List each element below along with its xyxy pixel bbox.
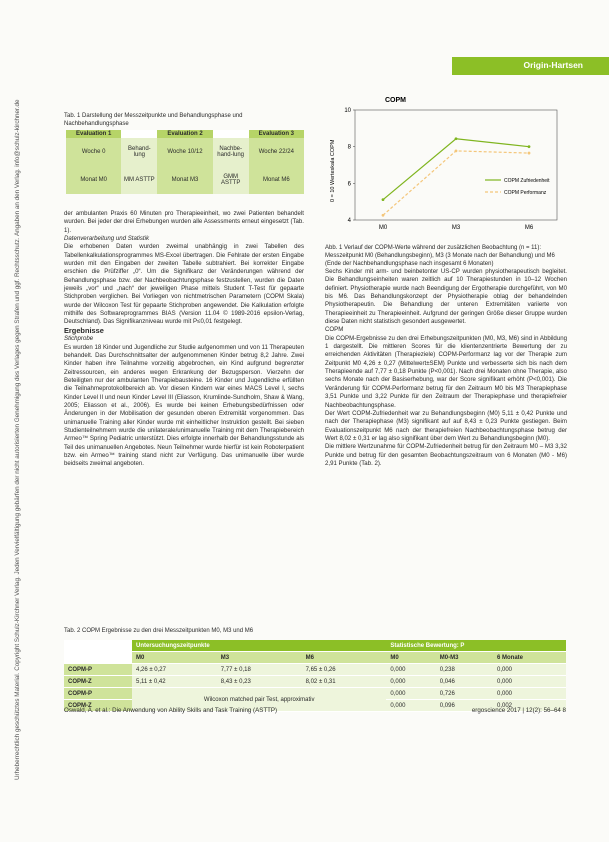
data-point [455, 149, 458, 152]
cell: 0,046 [436, 676, 493, 688]
eval-cell: MM ASTTP [121, 166, 157, 194]
chart-frame [355, 110, 557, 220]
results-col-header-row [64, 652, 566, 664]
cell: 0,096 [436, 700, 493, 712]
footer-citation: Oswald, A. et al.: Die Anwendung von Ability Skills and Task Training (ASTTP) [64, 707, 278, 714]
cell: 0,000 [386, 676, 435, 688]
x-tick-label: M3 [451, 225, 461, 231]
cell: 0,002 [493, 700, 566, 712]
col-header: M3 [217, 652, 302, 664]
eval-cell: Monat M3 [157, 166, 212, 194]
subsection-heading: Stichprobe [64, 335, 94, 343]
data-point [382, 214, 385, 217]
y-tick-label: 4 [347, 218, 351, 224]
cell: 7,77 ± 0,18 [217, 664, 302, 676]
eval-header-1: Evaluation 1 [66, 130, 121, 138]
row-label: COPM-Z [64, 676, 132, 688]
paragraph: der ambulanten Praxis 60 Minuten pro Therapieeinheit, wo zwei Patienten behandelt wurden. Bei jeder der drei Erhebungen wurden alle Assessments erneut eingesetzt (Tab. 1). [64, 210, 304, 234]
eval-cell: Monat M0 [66, 166, 121, 194]
cell: 8,43 ± 0,23 [217, 676, 302, 688]
cell: 4,26 ± 0,27 [132, 664, 217, 676]
subsection-heading: Datenverarbeitung und Statistik [64, 235, 150, 243]
eval-header-3: Evaluation 3 [249, 130, 304, 138]
cell: 0,726 [436, 688, 493, 700]
section-header-label: Origin-Hartsen [523, 60, 583, 70]
page-footer [64, 707, 566, 714]
cell: 0,000 [386, 700, 435, 712]
x-tick-label: M6 [524, 225, 534, 231]
group-header-2: Statistische Bewertung: P [386, 640, 566, 652]
cell: 7,65 ± 0,26 [302, 664, 387, 676]
data-point [382, 198, 385, 201]
eval-cell: Woche 22/24 [249, 138, 304, 166]
section-heading: Ergebnisse [64, 325, 104, 335]
cell: 0,000 [493, 676, 566, 688]
cell: 8,02 ± 0,31 [302, 676, 387, 688]
table-row [64, 664, 566, 676]
eval-cell: Behand-lung [121, 138, 157, 166]
right-column [325, 268, 567, 468]
cell: Wilcoxon matched pair Test, approximativ [132, 688, 386, 712]
cell: 5,11 ± 0,42 [132, 676, 217, 688]
copyright-sidebar [14, 60, 32, 780]
row-label: COPM-Z [64, 700, 132, 712]
col-header: M0-M3 [436, 652, 493, 664]
cell: 0,000 [386, 664, 435, 676]
table-row [64, 688, 566, 700]
paragraph: Der Wert COPM-Zufriedenheit war zu Behandlungsbeginn (M0) 5,11 ± 0,42 Punkte und nach der Therapiephase (M3) signifikant auf auf 8,43 ± 0,23 Punkte gestiegen. Beim Evaluationszeitpunkt M6 nach der therapiefreien Nachbeobachtungsphase betrug der Wert 8,02 ± 0,31 er lag also signifikant über dem Wert zu Behandlungsbeginn (M0). [325, 409, 567, 442]
row-label: COPM-P [64, 664, 132, 676]
table2-caption: Tab. 2 COPM Ergebnisse zu den drei Messzeitpunkten M0, M3 und M6 [64, 628, 254, 634]
results-table [64, 640, 566, 712]
x-tick-label: M0 [378, 225, 388, 231]
cell: 0,000 [386, 688, 435, 700]
y-tick-label: 8 [347, 144, 351, 151]
eval-row-2 [66, 166, 304, 194]
eval-cell: Woche 10/12 [157, 138, 212, 166]
eval-cell: Monat M6 [249, 166, 304, 194]
col-header: 6 Monate [493, 652, 566, 664]
section-header-bar [452, 57, 609, 75]
col-header: M0 [386, 652, 435, 664]
cell: 0,000 [493, 664, 566, 676]
paragraph: Die COPM-Ergebnisse zu den drei Erhebungszeitpunkten (M0, M3, M6) sind in Abbildung 1 dargestellt. Die mittleren Scores für die klientenzentrierte Bewertung der zu erreichenden Aktivitäten (Therapieziele) COPM-Performanz lag vor der Therapie zum Zeitpunkt M0 4,26 ± 0,27 (Mittelwert±SEM) Punkte und verbesserte sich bis nach dem Therapieende auf 7,77 ± 0,18 Punkte (P<0,001). Nach drei Monaten ohne Therapie, also sechs Monate nach der Basiserhebung, war der Score signifikant erhöht (P<0,001). Die Veränderung für COPM-Performanz betrug für den Zeitraum M0 bis M3 Therapiephase 3,51 Punkte und 3,22 Punkte für den Zeitraum der Therapiephase und therapiefreier Nachbeobachtungsphase. [325, 334, 567, 409]
paragraph: Es wurden 18 Kinder und Jugendliche zur Studie aufgenommen und von 11 Therapeuten behandelt. Das Durchschnittsalter der aufgenommenen Kinder betrug 8,2 Jahre. Zwei Kinder haben ihre Teilnahme vorzeitig abgebrochen, ein Kind aufgrund begrenzter Zeitressourcen, ein anderes wegen Erkrankung der Bezugsperson. Vierzehn der Beteiligten nur der ambulanten Therapiebausteine. 16 Kinder und Jugendliche erfüllten die Teilnahmeprotokollbereich ab. Vor diesen Kindern war eines MACS Level I, sechs Kinder Level II und neun Kinder Level III (Eliasson, Krumlinde-Sundholm, Shaw & Wang, 2005; Eliasson et al., 2006). Es wurde bei keinen Erhebungsbedürfnissen oder Änderungen in der Mobilisation der gesunden oberen Extremität vorgenommen. Das unimanuelle Training aller Kinder wurde mit einheitlicher Instruktion gestellt. Bei sieben Studienteilnehmern wurde die unilaterale/unimanuelle Training mit dem Therapiebereich Armeo™ Spring Pediatric unterstützt. Dies erfolgte innerhalb der Behandlungsstunde als Teil des unimanuellen Angebotes. Neun Teilnehmer wurde hierfür ist kein Roboterpatient bzw. ein Armeo™ training stand nicht zur Verfügung. Das unimanuelle über wurde beidseits zweimal angeboten. [64, 343, 304, 468]
table-row [64, 676, 566, 688]
eval-header-2: Evaluation 2 [157, 130, 212, 138]
data-point [528, 152, 531, 155]
left-column [64, 210, 304, 469]
cell: 0,000 [493, 688, 566, 700]
col-header: M0 [132, 652, 217, 664]
paragraph: Die erhobenen Daten wurden zweimal unabhängig in zwei Tabellen des Tabellenkalkulationsprogrammes MS-Excel übertragen. Die Fehlrate der ersten Eingabe wurden mit den Eingaben der zweiten Tabelle subtrahiert. Bei korrekter Eingabe erschien die Prüfziffer „0“. Um die Signifikanz der Veränderungen während der Behandlungsphase bzw. der Nachbeobachtungsphase festzustellen, wurden die Daten jeweils „vor“ und „nach“ der jeweiligen Phase mittels Student T-Test für gepaarte Stichproben verglichen. Bei Vorliegen von nichtmetrischen Parametern (COPM Skala) wurde der Wilcoxon Test für gepaarte Stichproben angewendet. Die Kalkulation erfolgte mithilfe des Softwareprogrammes BIAS (Version 11.04 © 1989-2016 epsilon-Verlag, Deutschland). Das Signifikanzniveau wurde mit P≤0,01 festgelegt. [64, 243, 304, 326]
eval-cell: Woche 0 [66, 138, 121, 166]
chart-ylabel: 0 = 10 Werteskala COPM [330, 139, 336, 202]
eval-header-row [66, 130, 304, 138]
table1-caption: Tab. 1 Darstellung der Messzeitpunkte und Behandlungsphase und Nachbehandlungsphase [64, 113, 243, 127]
group-header-1: Untersuchungszeitpunkte [132, 640, 386, 652]
evaluation-table [66, 130, 304, 194]
results-group-row [64, 640, 566, 652]
data-point [455, 137, 458, 140]
paragraph: COPM [325, 326, 344, 334]
col-header: M6 [302, 652, 387, 664]
y-tick-label: 10 [344, 108, 351, 114]
eval-cell: GMM ASTTP [213, 166, 249, 194]
legend-label: COPM Performanz [504, 190, 547, 196]
copm-line-chart [325, 92, 567, 239]
data-point [528, 145, 531, 148]
paragraph: Sechs Kinder mit arm- und beinbetonter US-CP wurden physiotherapeutisch begleitet. Die Behandlungseinheiten waren zeitlich auf 10 Therapiestunden in 10–12 Wochen definiert. Physiotherapie wurde nach Beendigung der Ergotherapie durchgeführt, von M0 bis M6. Das Behandlungskonzept der Physiotherapie oblag der behandelnden Physiotherapeutin. Die Behandlung der unteren Extremitäten variierte von Therapieeinheit zu Therapieeinheit. Aufgrund der geringen Größe dieser Gruppe wurden diese Daten nicht statistisch gesondert ausgewertet. [325, 268, 567, 326]
row-label: COPM-P [64, 688, 132, 700]
legend-label: COPM Zufriedenheit [504, 178, 550, 184]
figure-caption: Abb. 1 Verlauf der COPM-Werte während der zusätzlichen Beobachtung (n = 11): Messzeitpunkt M0 (Behandlungsbeginn), M3 (3 Monate nach der Behandlung) und M6 (Ende der Nachbehandlungsphase nach insgesamt 6 Monaten) [325, 245, 555, 267]
cell: 0,238 [436, 664, 493, 676]
y-tick-label: 6 [347, 181, 351, 188]
copyright-text: Urheberrechtlich geschütztes Material. Copyright Schulz-Kirchner Verlag. Jeden Vervielfältigung gebärfen der nicht autorisierten Genehmigung des Verlages gegen Strafen und ggf. Rechtsschutz. Angaben an den Verlag. info@schulz-kirchner.de [14, 99, 21, 780]
paragraph: Die mittlere Wertzunahme für COPM-Zufriedenheit betrug für den Zeitraum M0 – M3 3,32 Punkte und betrug für den gesamten Beobachtungszeitraum von 6 Monaten (M0 - M6) 2,91 Punkte (Tab. 2). [325, 443, 567, 467]
chart-title: COPM [385, 97, 406, 104]
eval-row-1 [66, 138, 304, 166]
eval-cell: Nachbe-hand-lung [213, 138, 249, 166]
footer-journal: ergoscience 2017 | 12(2): 56–64 8 [471, 707, 566, 714]
